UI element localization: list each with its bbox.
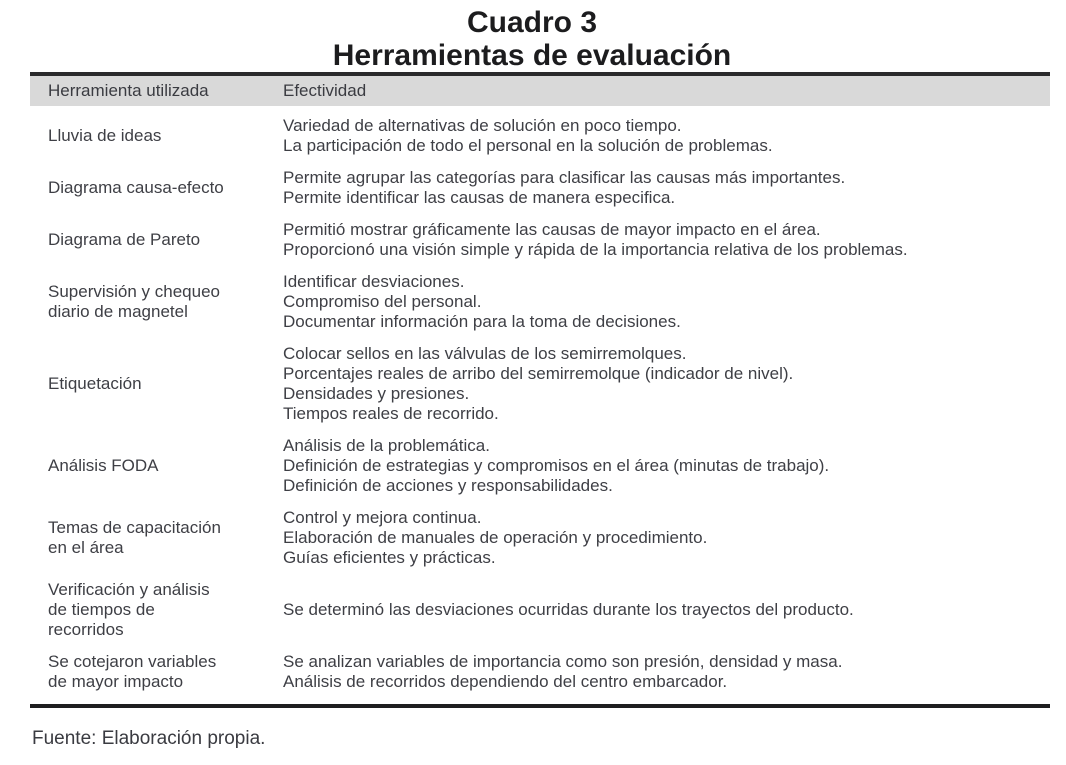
effect-line: Definición de estrategias y compromisos en el área (minutas de trabajo). [283, 456, 830, 475]
table-row [30, 110, 1050, 162]
effect-cell [283, 600, 1050, 620]
table-title-line1: Cuadro 3 [466, 6, 598, 39]
effect-cell [283, 344, 1050, 424]
table-title-line2: Herramientas de evaluación [332, 39, 732, 72]
tool-line: Se cotejaron variables [48, 652, 217, 671]
effect-line: Densidades y presiones. [283, 384, 470, 403]
evaluation-tools-table [30, 72, 1050, 708]
effect-line: Permite agrupar las categorías para clasificar las causas más importantes. [283, 168, 846, 187]
tool-line: Supervisión y chequeo [48, 282, 221, 301]
tool-line: recorridos [48, 620, 124, 639]
tool-line: Temas de capacitación [48, 518, 221, 537]
effect-cell [283, 652, 1050, 692]
tool-line: Diagrama de Pareto [48, 230, 201, 249]
tool-line: de mayor impacto [48, 672, 184, 691]
table-row [30, 214, 1050, 266]
effect-line: Análisis de la problemática. [283, 436, 490, 455]
table-row [30, 574, 1050, 646]
effect-line: Análisis de recorridos dependiendo del centro embarcador. [283, 672, 728, 691]
effect-line: Permitió mostrar gráficamente las causas de mayor impacto en el área. [283, 220, 821, 239]
tool-cell [30, 178, 283, 198]
effect-line: Porcentajes reales de arribo del semirremolque (indicador de nivel). [283, 364, 794, 383]
tool-line: en el área [48, 538, 124, 557]
tool-cell [30, 230, 283, 250]
effect-line: Variedad de alternativas de solución en poco tiempo. [283, 116, 682, 135]
effect-cell [283, 116, 1050, 156]
tool-line: Análisis FODA [48, 456, 159, 475]
tool-cell [30, 126, 283, 146]
tool-cell [30, 518, 283, 558]
tool-cell [30, 374, 283, 394]
table-header-row [30, 76, 1050, 106]
effect-line: Permite identificar las causas de manera especifica. [283, 188, 676, 207]
effect-line: Se determinó las desviaciones ocurridas durante los trayectos del producto. [283, 600, 854, 619]
source-note: Fuente: Elaboración propia. [32, 728, 266, 749]
tool-line: Verificación y análisis [48, 580, 210, 599]
table-title [22, 0, 1042, 72]
table-row [30, 338, 1050, 430]
tool-line: Lluvia de ideas [48, 126, 162, 145]
effect-line: Identificar desviaciones. [283, 272, 465, 291]
effect-line: Se analizan variables de importancia como son presión, densidad y masa. [283, 652, 843, 671]
table-row [30, 266, 1050, 338]
effect-cell [283, 436, 1050, 496]
tool-cell [30, 580, 283, 640]
tool-cell [30, 652, 283, 692]
tool-line: Etiquetación [48, 374, 142, 393]
effect-cell [283, 508, 1050, 568]
table-row [30, 646, 1050, 698]
effect-line: Tiempos reales de recorrido. [283, 404, 499, 423]
effect-line: Control y mejora continua. [283, 508, 482, 527]
tool-line: diario de magnetel [48, 302, 188, 321]
header-cell-effectiveness: Efectividad [283, 81, 367, 100]
effect-cell [283, 220, 1050, 260]
tool-cell [30, 282, 283, 322]
header-cell-tool: Herramienta utilizada [48, 81, 209, 100]
effect-line: Guías eficientes y prácticas. [283, 548, 496, 567]
table-body [30, 106, 1050, 704]
effect-cell [283, 272, 1050, 332]
effect-line: Colocar sellos en las válvulas de los semirremolques. [283, 344, 687, 363]
effect-line: Elaboración de manuales de operación y procedimiento. [283, 528, 708, 547]
table-row [30, 430, 1050, 502]
tool-line: de tiempos de [48, 600, 155, 619]
table-row [30, 162, 1050, 214]
table-row [30, 502, 1050, 574]
effect-line: Definición de acciones y responsabilidades. [283, 476, 613, 495]
tool-cell [30, 456, 283, 476]
effect-line: La participación de todo el personal en la solución de problemas. [283, 136, 773, 155]
effect-cell [283, 168, 1050, 208]
effect-line: Compromiso del personal. [283, 292, 482, 311]
effect-line: Documentar información para la toma de decisiones. [283, 312, 681, 331]
effect-line: Proporcionó una visión simple y rápida de la importancia relativa de los problemas. [283, 240, 908, 259]
tool-line: Diagrama causa-efecto [48, 178, 224, 197]
